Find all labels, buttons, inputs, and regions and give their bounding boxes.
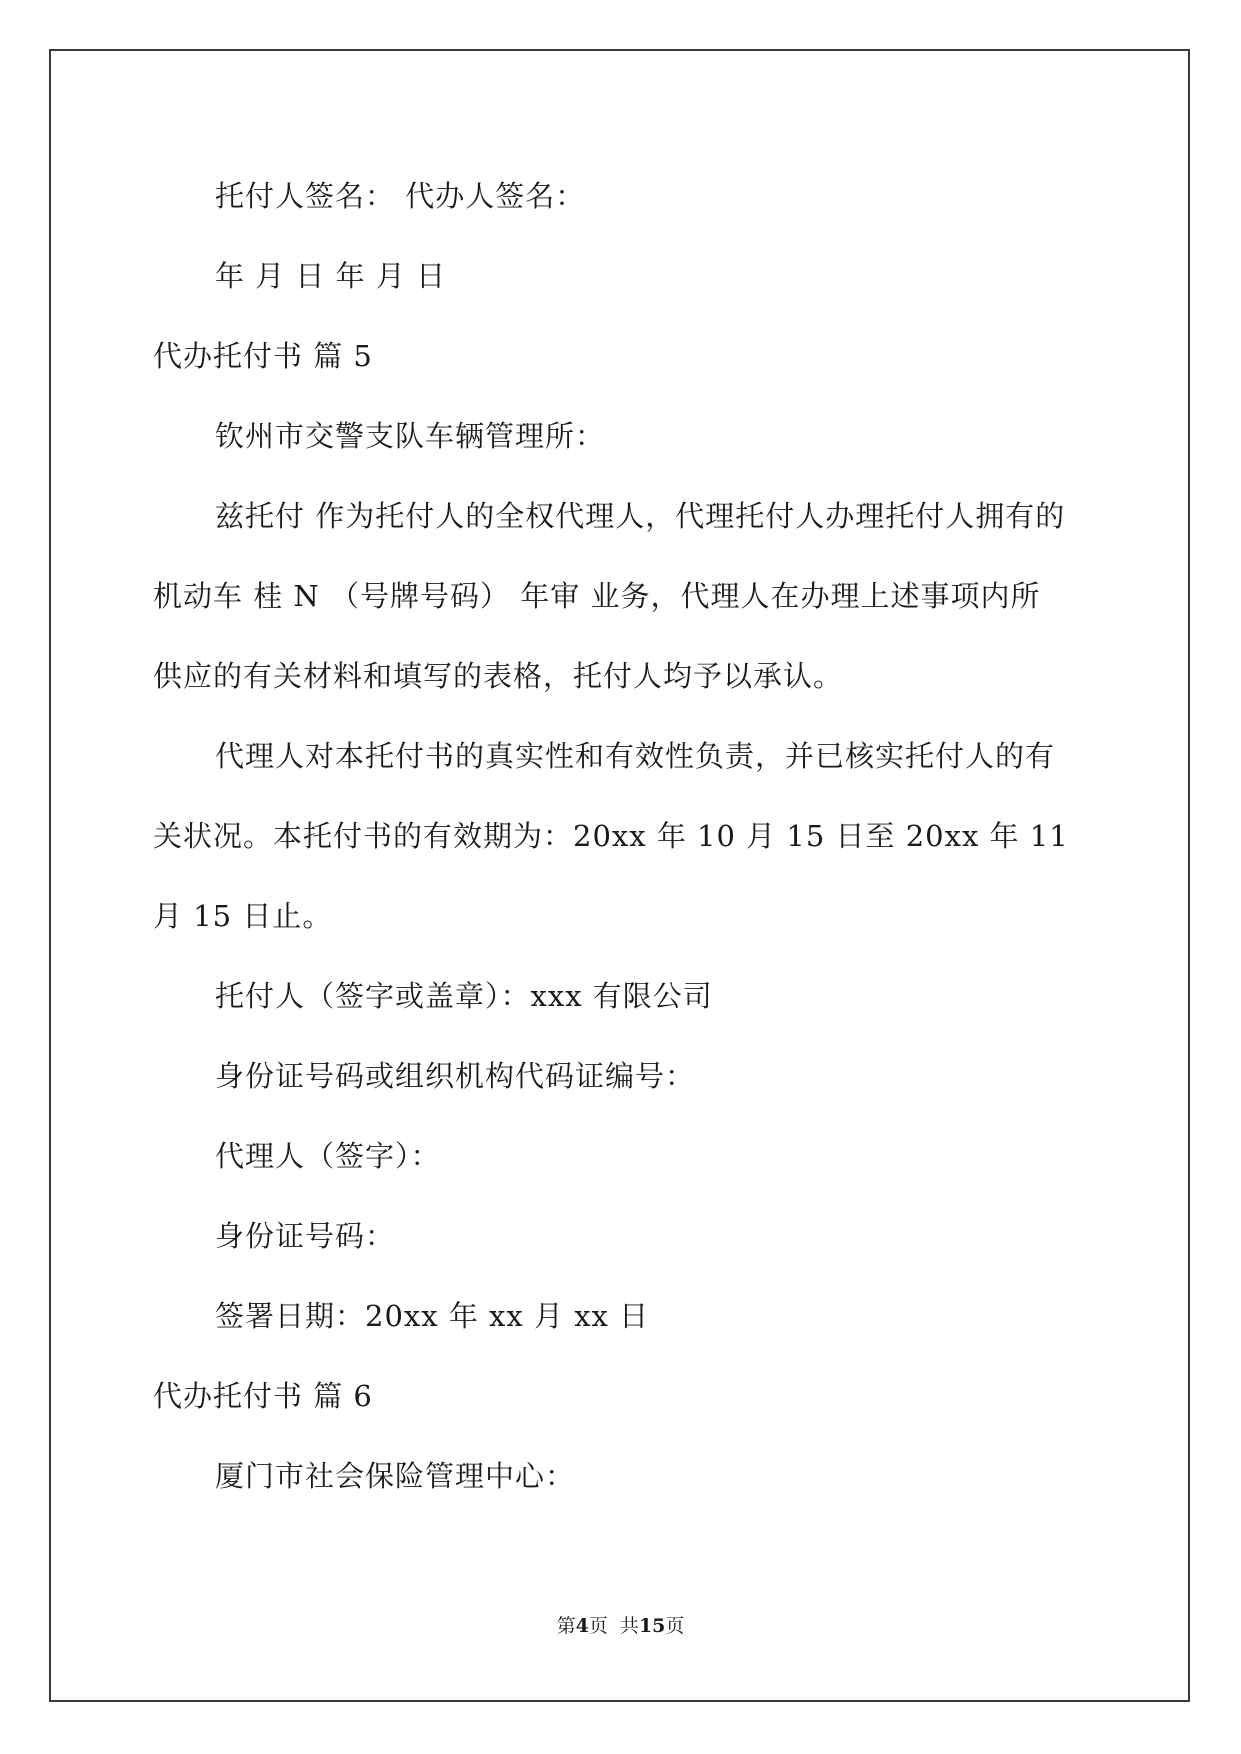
addressee-line: 钦州市交警支队车辆管理所： — [215, 419, 606, 453]
page-number: 4 — [575, 1615, 589, 1637]
section-heading-5: 代办托付书 篇 5 — [153, 339, 373, 373]
paragraph-line: 机动车 桂 N （号牌号码） 年审 业务，代理人在办理上述事项内所 — [153, 579, 1041, 613]
signing-date-line: 签署日期：20xx 年 xx 月 xx 日 — [215, 1299, 650, 1333]
footer-suffix: 页 — [665, 1615, 685, 1637]
signature-line: 托付人签名： 代办人签名： — [215, 179, 586, 213]
footer-mid: 页 共 — [588, 1615, 639, 1637]
paragraph-line — [153, 496, 1085, 536]
paragraph-line: 月 15 日止。 — [153, 899, 333, 933]
addressee-line: 厦门市社会保险管理中心： — [215, 1459, 576, 1493]
paragraph-line: 代理人对本托付书的真实性和有效性负责，并已核实托付人的有 — [215, 739, 1056, 773]
date-line: 年 月 日 年 月 日 — [215, 259, 447, 293]
paragraph-line: 关状况。本托付书的有效期为：20xx 年 10 月 15 日至 20xx 年 11 — [153, 819, 1069, 853]
page-footer — [0, 1614, 1241, 1638]
paragraph-text: 兹托付 作为托付人的全权代理人，代理托付人办理托付人拥有的 — [215, 499, 1066, 533]
paragraph-line: 供应的有关材料和填写的表格，托付人均予以承认。 — [153, 659, 844, 693]
footer-prefix: 第 — [556, 1615, 576, 1637]
principal-signature-line: 托付人（签字或盖章）：xxx 有限公司 — [215, 979, 713, 1013]
section-heading-6: 代办托付书 篇 6 — [153, 1379, 373, 1413]
agent-signature-line: 代理人（签字）： — [215, 1139, 441, 1173]
id-code-line: 身份证号码或组织机构代码证编号： — [215, 1059, 696, 1093]
id-number-line: 身份证号码： — [215, 1219, 396, 1253]
page-total: 15 — [638, 1615, 666, 1637]
page-border — [49, 49, 1190, 1702]
